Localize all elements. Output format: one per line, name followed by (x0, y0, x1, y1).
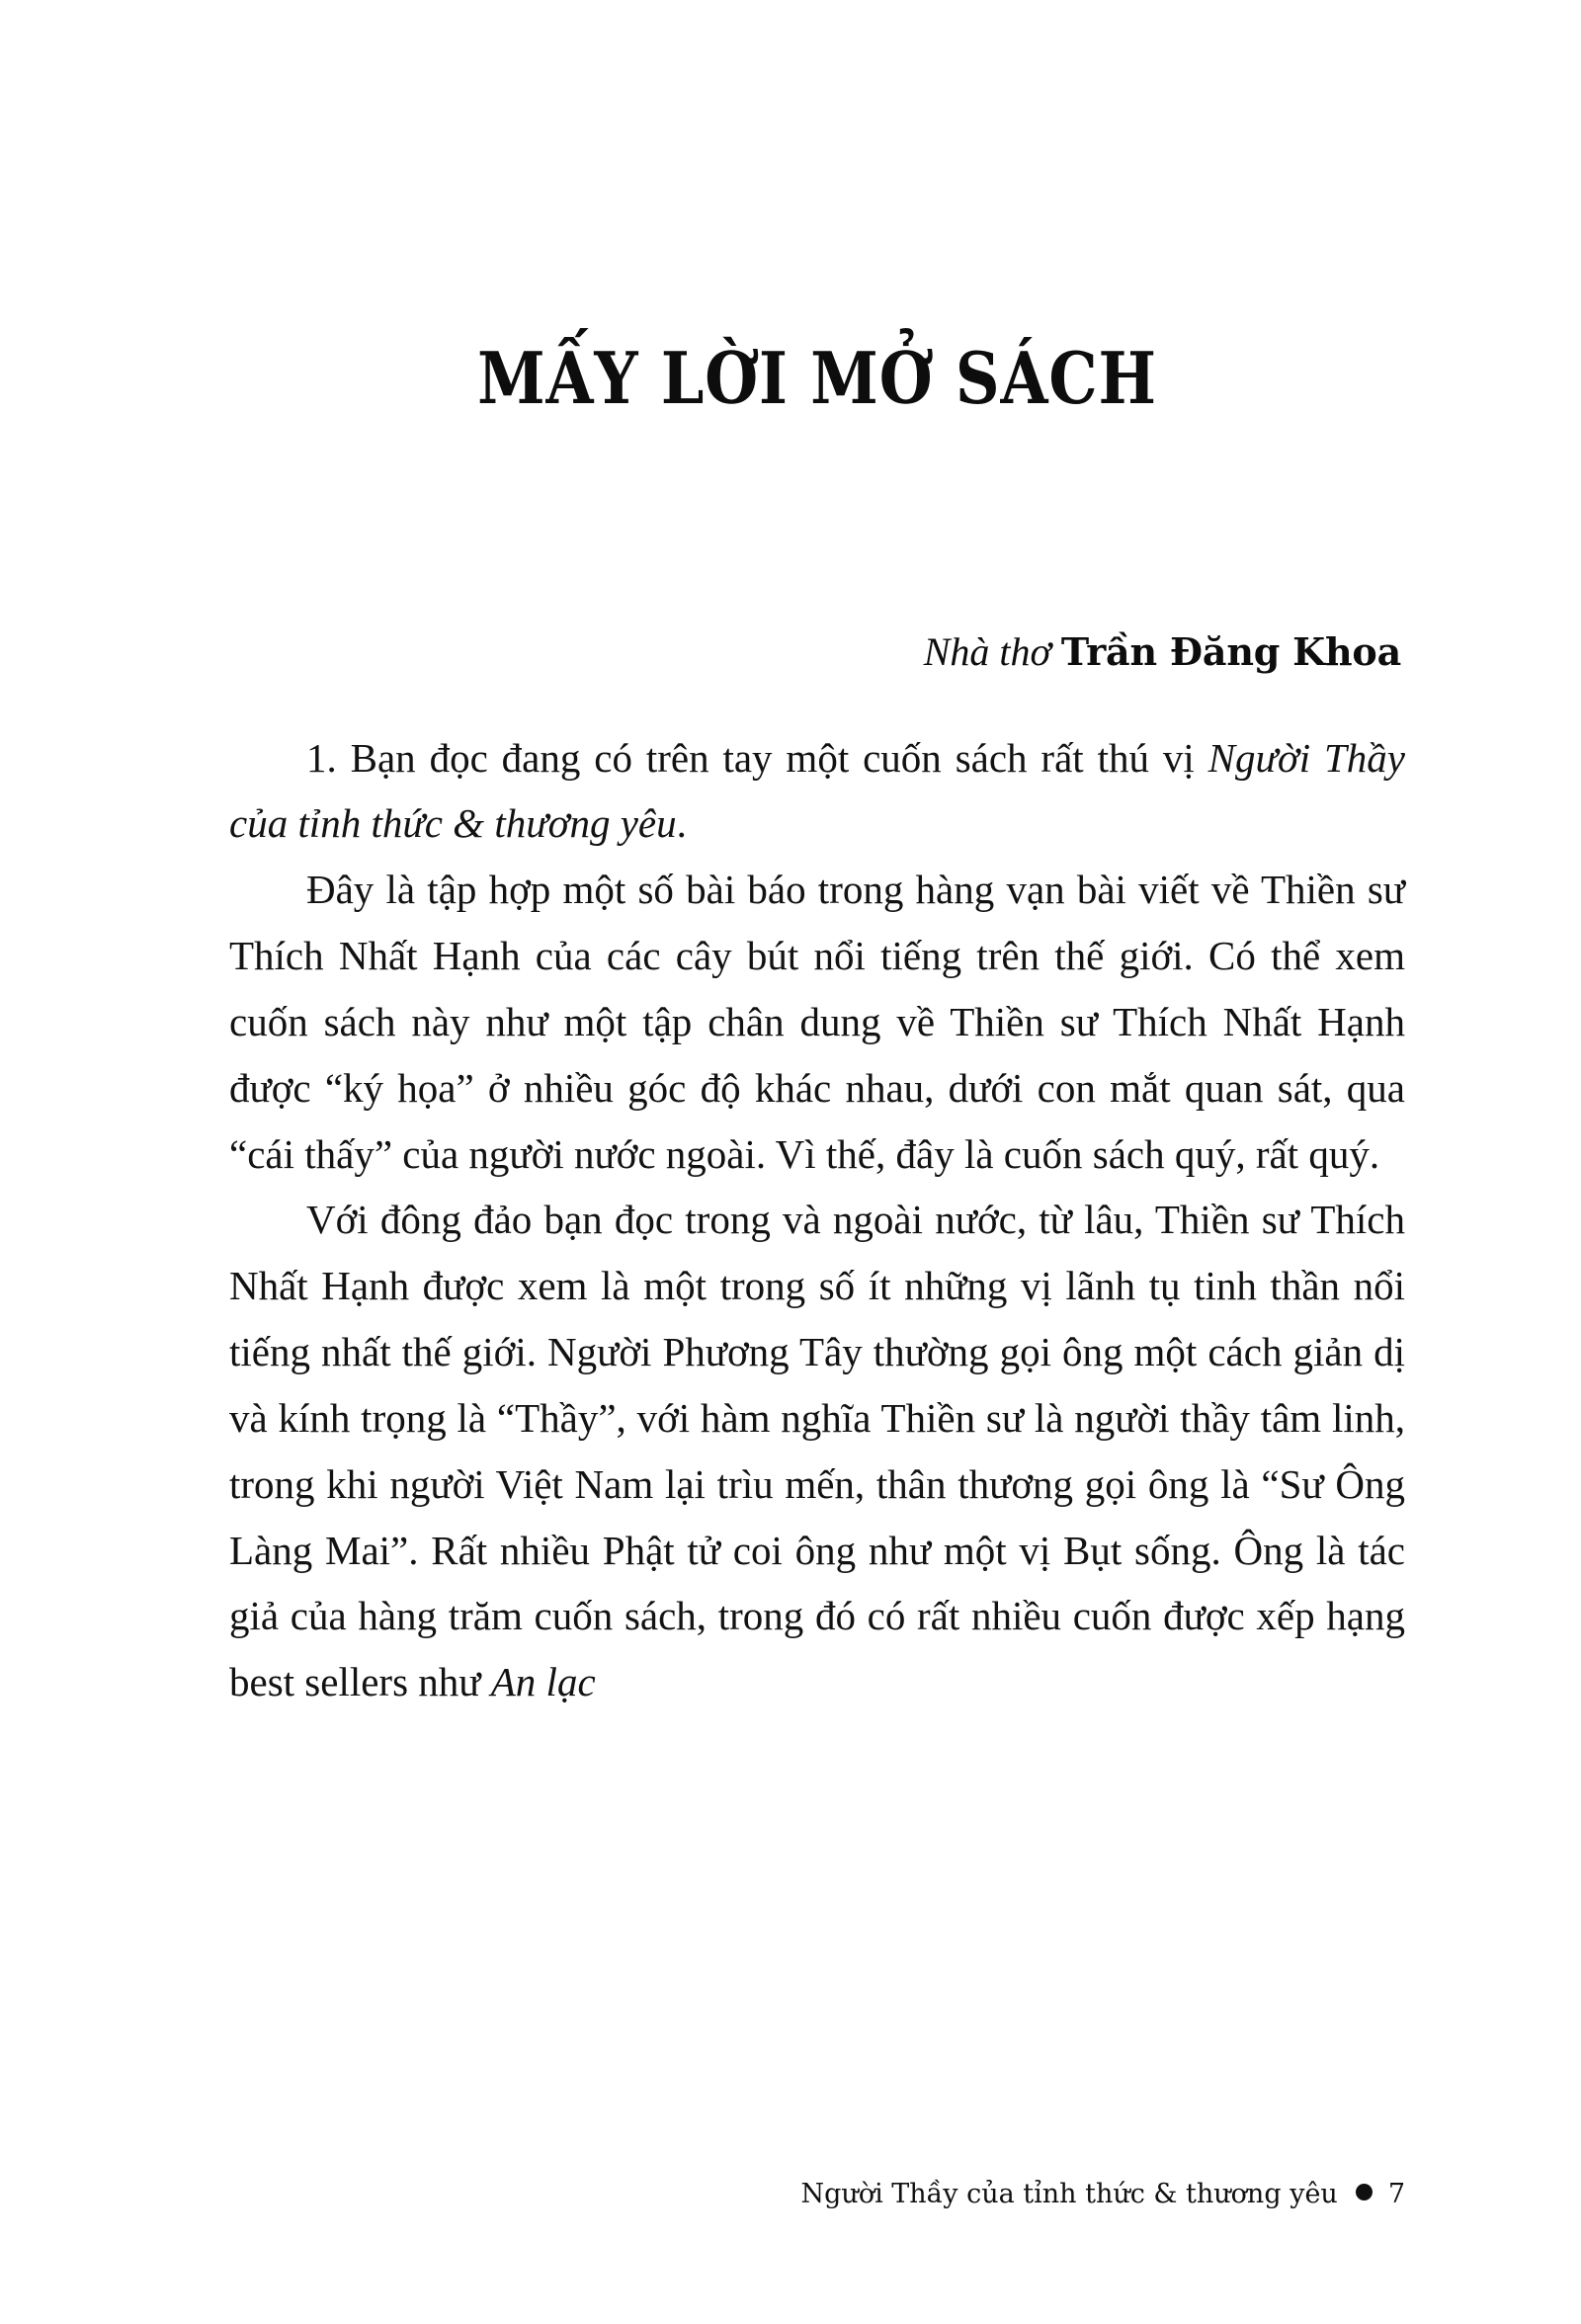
paragraph-3 (229, 1187, 1405, 1715)
page-number: 7 (1387, 2179, 1405, 2209)
body-text (229, 725, 1405, 1715)
paragraph-2 (229, 857, 1405, 1187)
book-title-italic: Người Thầy của tỉnh thức & thương yêu (229, 734, 1405, 847)
bullet-dot-icon (1356, 2184, 1373, 2200)
footer-running-title: Người Thầy của tỉnh thức & thương yêu (800, 2179, 1338, 2209)
paragraph-1 (229, 725, 1405, 858)
text-run: Với đông đảo bạn đọc trong và ngoài nước, từ lâu, Thiền sư Thích Nhất Hạnh được xem là một trong số ít những vị lãnh tụ tinh thần nổi tiếng nhất thế giới. Người Phương Tây thường gọi ông một cách giản dị và kính trọng là “Thầy”, với hàm nghĩa Thiền sư là người thầy tâm linh, trong khi người Việt Nam lại trìu mến, thân thương gọi ông là “Sư Ông Làng Mai”. Rất nhiều Phật tử coi ông như một vị Bụt sống. Ông là tác giả của hàng trăm cuốn sách, trong đó có rất nhiều cuốn được xếp hạng best sellers như (229, 1197, 1405, 1705)
byline-author-name: Trần Đăng Khoa (1060, 628, 1401, 674)
byline (229, 628, 1405, 676)
text-run: . (676, 800, 687, 847)
page-content (229, 0, 1405, 2324)
page-title: MẤY LỜI MỞ SÁCH (477, 336, 1157, 420)
byline-role: Nhà thơ (923, 628, 1051, 674)
text-run: Đây là tập hợp một số bài báo trong hàng vạn bài viết về Thiền sư Thích Nhất Hạnh của các cây bút nổi tiếng trên thế giới. Có thể xem cuốn sách này như một tập chân dung về Thiền sư Thích Nhất Hạnh được “ký họa” ở nhiều góc độ khác nhau, dưới con mắt quan sát, qua “cái thấy” của người nước ngoài. Vì thế, đây là cuốn sách quý, rất quý. (229, 867, 1405, 1177)
text-run: 1. Bạn đọc đang có trên tay một cuốn sách rất thú vị (306, 734, 1208, 781)
page-footer (229, 2179, 1405, 2209)
book-title-italic: An lạc (490, 1659, 596, 1705)
